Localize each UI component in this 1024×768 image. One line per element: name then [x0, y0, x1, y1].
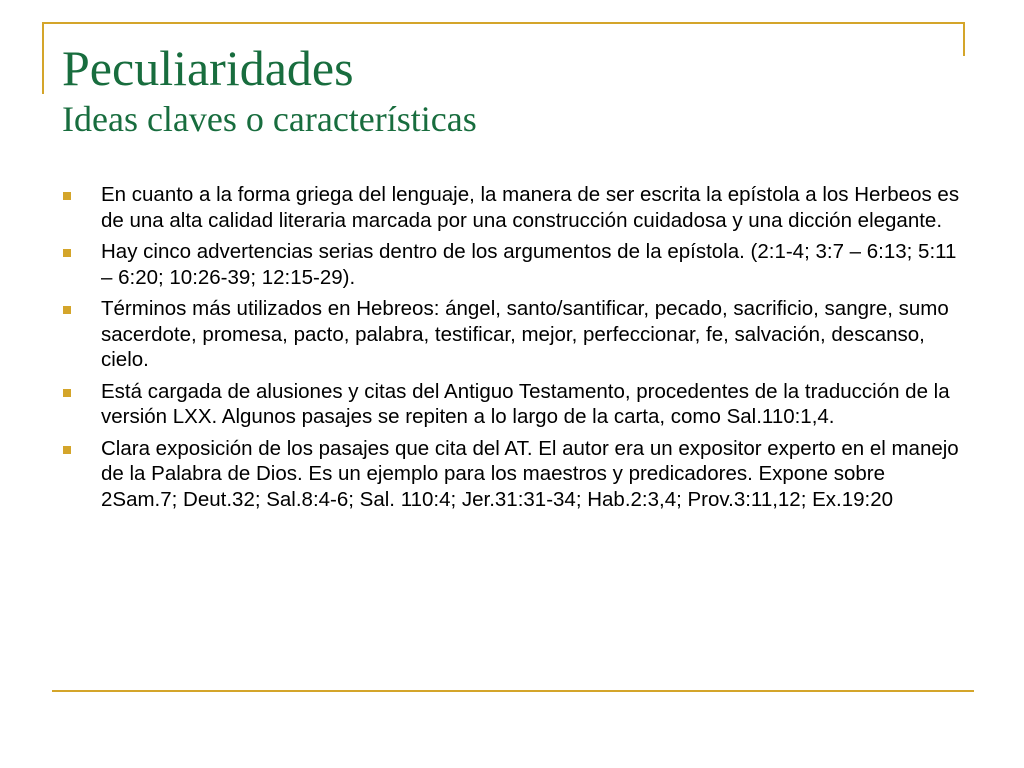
- bullet-text: Clara exposición de los pasajes que cita del AT. El autor era un expositor experto en el manejo de la Palabra de Dios. Es un ejemplo para los maestros y predicadores. Expone sobre 2Sam.7; Deut.32; Sal.8:4-6; Sal. 110:4; Jer.31:31-34; Hab.2:3,4; Prov.3:11,12; Ex.19:20: [101, 436, 959, 511]
- bullet-item: [62, 296, 964, 373]
- bullet-item: [62, 239, 964, 290]
- bullet-text: Términos más utilizados en Hebreos: ángel, santo/santificar, pecado, sacrificio, sangre, sumo sacerdote, promesa, pacto, palabra, testificar, mejor, perfeccionar, fe, salvación, descanso, cielo.: [101, 297, 949, 371]
- frame-top-line: [42, 22, 965, 24]
- square-bullet-icon: [63, 306, 71, 314]
- frame-left-line: [42, 22, 44, 94]
- bullet-text: Hay cinco advertencias serias dentro de los argumentos de la epístola. (2:1-4; 3:7 – 6:13; 5:11 – 6:20; 10:26-39; 12:15-29).: [101, 240, 957, 289]
- bullet-item: [62, 436, 964, 513]
- bullet-item: [62, 379, 964, 430]
- frame-right-line: [963, 22, 965, 56]
- title-block: [62, 38, 962, 140]
- square-bullet-icon: [63, 446, 71, 454]
- square-bullet-icon: [63, 249, 71, 257]
- square-bullet-icon: [63, 389, 71, 397]
- bullet-text: En cuanto a la forma griega del lenguaje, la manera de ser escrita la epístola a los Herbeos es de una alta calidad literaria marcada por una construcción cuidadosa y una dicción elegante.: [101, 183, 960, 232]
- square-bullet-icon: [63, 192, 71, 200]
- slide-subtitle: Ideas claves o características: [62, 99, 477, 139]
- frame-bottom-line: [52, 690, 974, 692]
- bullet-item: [62, 182, 964, 233]
- bullet-list: [62, 182, 964, 518]
- bullet-text: Está cargada de alusiones y citas del Antiguo Testamento, procedentes de la traducción de la versión LXX. Algunos pasajes se repiten a lo largo de la carta, como Sal.110:1,4.: [101, 379, 950, 428]
- slide-title: Peculiaridades: [62, 40, 354, 96]
